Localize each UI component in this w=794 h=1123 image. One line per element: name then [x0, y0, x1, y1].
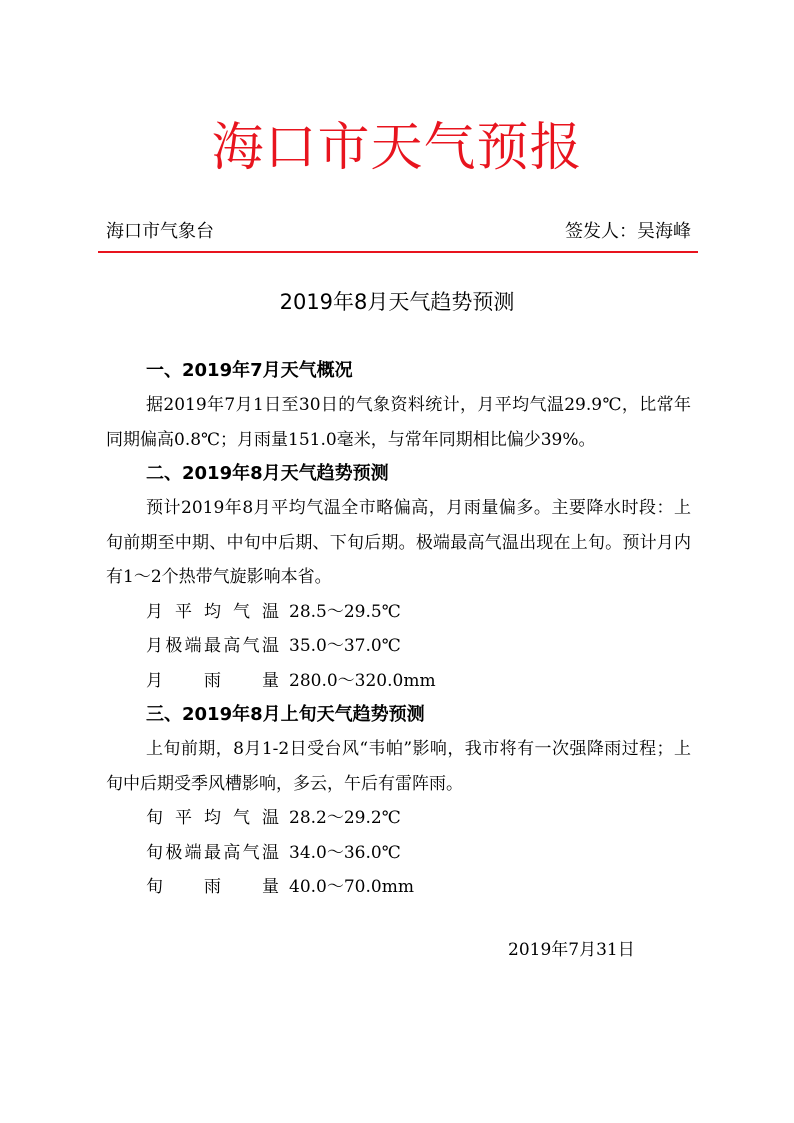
section-heading: 一、2019年7月天气概况: [146, 360, 353, 381]
stat-row: [106, 595, 691, 630]
section-paragraph: 预计2019年8月平均气温全市略偏高，月雨量偏多。主要降水时段：上旬前期至中期、中旬中后期、下旬后期。极端最高气温出现在上旬。预计月内有1～2个热带气旋影响本省。: [106, 498, 691, 587]
stat-row: [106, 870, 691, 905]
section-heading: 二、2019年8月天气趋势预测: [146, 463, 389, 484]
stat-row: [106, 801, 691, 836]
issue-date: 2019年7月31日: [508, 940, 635, 960]
stat-label: 月极端最高气温: [146, 636, 279, 656]
signer: 签发人：吴海峰: [565, 221, 691, 242]
masthead-title: 海口市天气预报: [211, 118, 583, 178]
stat-value: 28.5～29.5℃: [289, 601, 401, 622]
stat-value: 28.2～29.2℃: [289, 808, 401, 828]
section-heading: 三、2019年8月上旬天气趋势预测: [146, 704, 425, 725]
section-paragraph: 据2019年7月1日至30日的气象资料统计，月平均气温29.9℃，比常年同期偏高0.8℃；月雨量151.0毫米，与常年同期相比偏少39%。: [106, 395, 691, 450]
document-body: [106, 354, 691, 905]
stat-value: 280.0～320.0mm: [289, 670, 436, 691]
red-divider: [98, 251, 698, 253]
stat-label: 旬雨量: [146, 877, 279, 897]
stat-row: [106, 836, 691, 871]
stat-value: 40.0～70.0mm: [289, 877, 414, 897]
stat-label: 月雨量: [146, 670, 279, 691]
stat-row: [106, 629, 691, 664]
issuer: 海口市气象台: [106, 221, 214, 242]
section-paragraph: 上旬前期，8月1-2日受台风“韦帕”影响，我市将有一次强降雨过程；上旬中后期受季风槽影响，多云，午后有雷阵雨。: [106, 739, 691, 794]
stat-value: 34.0～36.0℃: [289, 842, 401, 863]
stat-label: 旬极端最高气温: [146, 842, 279, 863]
stat-row: [106, 664, 691, 699]
stat-value: 35.0～37.0℃: [289, 636, 401, 656]
stat-label: 旬平均气温: [146, 808, 279, 828]
stat-label: 月平均气温: [146, 601, 279, 622]
document-title: 2019年8月天气趋势预测: [279, 290, 515, 314]
header-row: [106, 218, 691, 246]
